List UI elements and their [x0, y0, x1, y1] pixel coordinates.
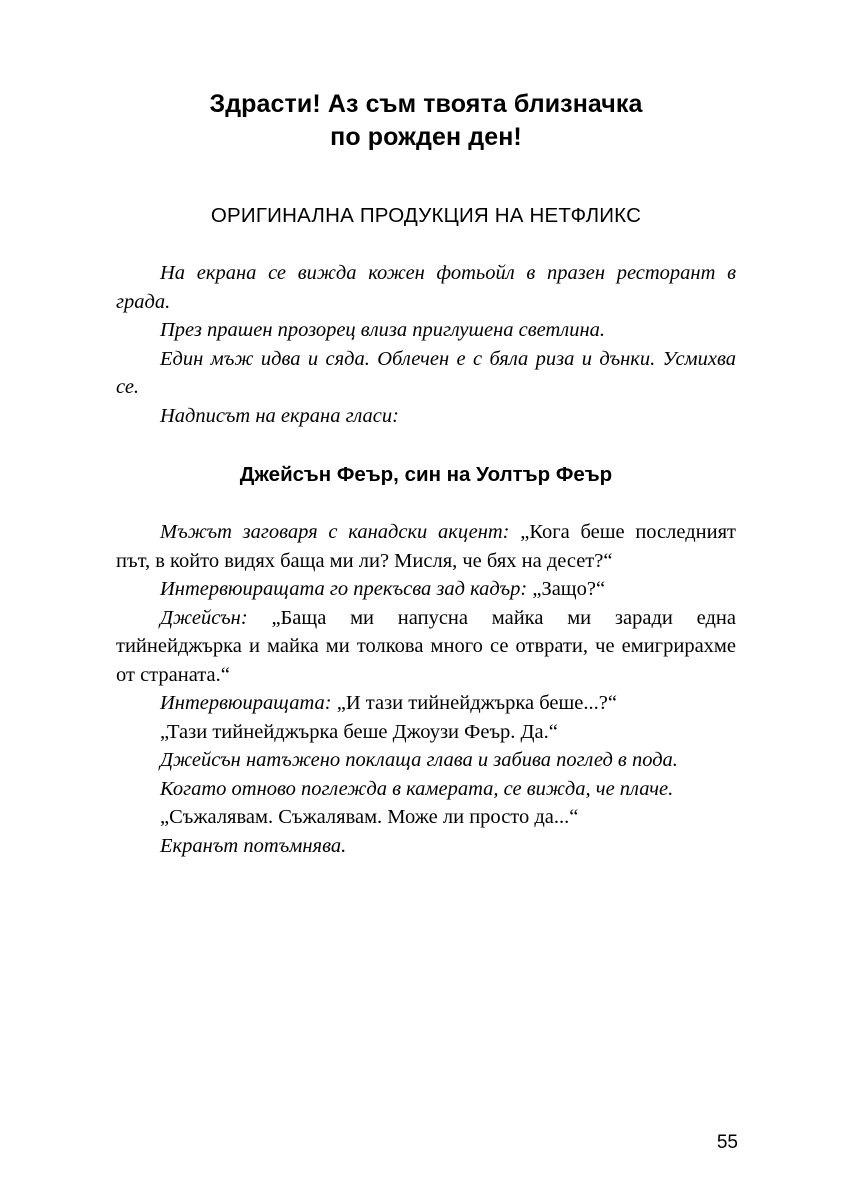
speaker-heading: Джейсън Феър, син на Уолтър Феър: [239, 463, 613, 486]
paragraph: [116, 575, 736, 604]
paragraph: „Тази тийнейджърка беше Джоузи Феър. Да.“: [160, 720, 558, 743]
paragraph: „Съжалявам. Съжалявам. Може ли просто да...“: [160, 806, 579, 828]
paragraph-italic-lead: Интервюиращата:: [160, 692, 332, 714]
paragraph: През прашен прозорец влиза приглушена светлина.: [160, 319, 605, 341]
chapter-title-line-1: Здрасти! Аз съм твоята близначка: [209, 90, 643, 118]
scene-description-block: [116, 259, 736, 430]
paragraph-italic-lead: Мъжът заговаря с канадски акцент:: [160, 521, 510, 543]
paragraph: Джейсън натъжено поклаща глава и забива поглед в пода.: [160, 749, 678, 771]
paragraph: [116, 604, 736, 690]
page-number: 55: [716, 1132, 738, 1153]
chapter-title: [116, 88, 736, 154]
paragraph: Когато отново поглежда в камерата, се вижда, че плаче.: [160, 777, 674, 800]
paragraph-quote: „Кога беше последният път, в който видях баща ми ли? Мисля, че бях на десет?“: [116, 521, 736, 572]
subtitle: ОРИГИНАЛНА ПРОДУКЦИЯ НА НЕТФЛИКС: [210, 204, 642, 227]
paragraph: Един мъж идва и сяда. Облечен е с бяла риза и дънки. Усмихва се.: [116, 347, 736, 398]
paragraph: [116, 518, 736, 575]
paragraph: Надписът на екрана гласи:: [160, 404, 399, 427]
paragraph-quote: „И тази тийнейджърка беше...?“: [331, 692, 617, 714]
paragraph: На екрана се вижда кожен фотьойл в празен ресторант в града.: [116, 262, 736, 313]
paragraph-quote: „Баща ми напусна майка ми заради една тийнейджърка и майка ми толкова много се отврати, че емигрирахме от страната.“: [116, 606, 736, 686]
paragraph-italic-lead: Джейсън:: [160, 606, 248, 629]
paragraph-quote: „Защо?“: [527, 578, 606, 600]
paragraph: Екранът потъмнява.: [160, 834, 347, 857]
paragraph: [116, 689, 736, 718]
interview-transcript-block: [116, 518, 736, 860]
page-content: [116, 88, 736, 860]
chapter-title-line-2: по рожден ден!: [330, 123, 522, 151]
paragraph-italic-lead: Интервюиращата го прекъсва зад кадър:: [160, 578, 528, 600]
